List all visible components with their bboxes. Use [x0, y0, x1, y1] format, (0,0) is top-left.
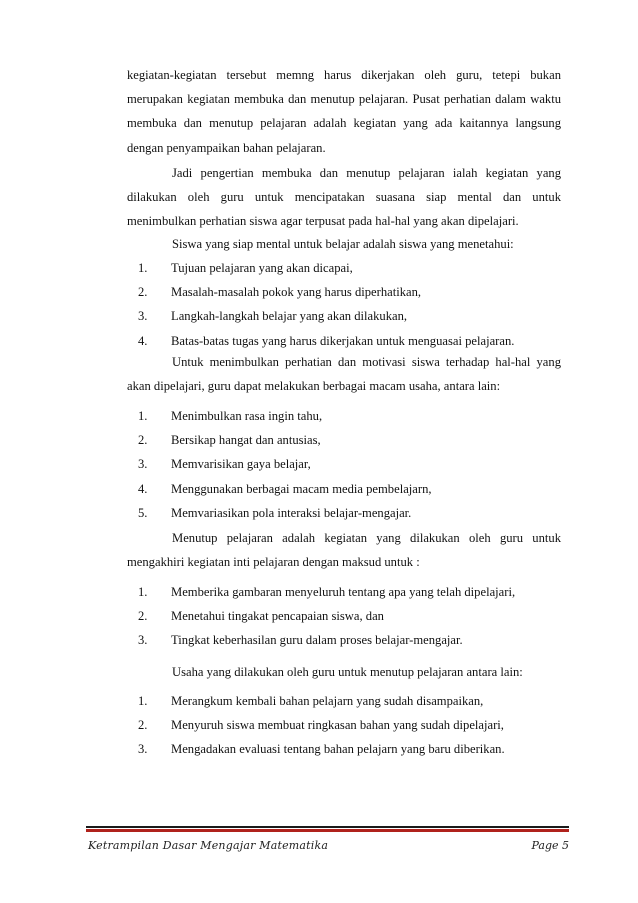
list-number: 1.	[138, 409, 148, 423]
list-item	[127, 256, 567, 280]
list-text: Tujuan pelajaran yang akan dicapai,	[171, 261, 353, 275]
footer-page-number: Page 5	[531, 839, 569, 852]
list-item	[127, 713, 567, 737]
list-item	[127, 477, 567, 501]
list-text: Menetahui tingakat pencapaian siswa, dan	[171, 609, 384, 624]
list-text: Menyuruh siswa membuat ringkasan bahan yang sudah dipelajari,	[171, 718, 504, 733]
list-number: 1.	[138, 694, 148, 708]
list-text: Menimbulkan rasa ingin tahu,	[171, 409, 323, 423]
paragraph-definition-text: Jadi pengertian membuka dan menutup pelajaran ialah kegiatan yang dilakukan oleh guru untuk mencipatakan suasana siap mental dan untuk menimbulkan perhatian siswa agar terpusat pada hal-hal yang akan dipelajari.	[127, 166, 561, 229]
list-text: Batas-batas tugas yang harus dikerjakan untuk menguasai pelajaran.	[171, 333, 515, 348]
list-closing-purposes	[127, 580, 567, 653]
list-item	[127, 404, 567, 428]
list-item	[127, 737, 567, 761]
list-text: Tingkat keberhasilan guru dalam proses belajar-mengajar.	[171, 633, 463, 648]
list-number: 5.	[138, 505, 148, 520]
footer-divider	[86, 826, 569, 828]
paragraph-closing-text: Menutup pelajaran adalah kegiatan yang dilakukan oleh guru untuk mengakhiri kegiatan inti pelajaran dengan maksud untuk :	[127, 531, 561, 570]
list-item	[127, 452, 567, 476]
paragraph-closing	[127, 526, 561, 574]
paragraph-motivation-text: Untuk menimbulkan perhatian dan motivasi siswa terhadap hal-hal yang akan dipelajari, guru dapat melakukan berbagai macam usaha, antara lain:	[127, 355, 561, 394]
paragraph-intro: kegiatan-kegiatan tersebut memng harus dikerjakan oleh guru, tetepi bukan merupakan kegiatan membuka dan menutup pelajaran. Pusat perhatian dalam waktu membuka dan menutup pelajaran adalah kegiatan yang ada kaitannya langsung dengan penyampaikan bahan pelajaran.	[127, 68, 561, 155]
list-text: Merangkum kembali bahan pelajarn yang sudah disampaikan,	[171, 694, 484, 708]
paragraph-ready-students	[127, 232, 561, 256]
list-item	[127, 501, 567, 525]
list-text: Memberika gambaran menyeluruh tentang apa yang telah dipelajari,	[171, 585, 516, 599]
list-number: 2.	[138, 609, 148, 624]
footer-document-title: Ketrampilan Dasar Mengajar Matematika	[88, 839, 329, 852]
list-item	[127, 280, 567, 304]
paragraph-closing-efforts-text: Usaha yang dilakukan oleh guru untuk menutup pelajaran antara lain:	[172, 665, 523, 679]
list-item	[127, 428, 567, 452]
list-item	[127, 689, 567, 713]
list-text: Mengadakan evaluasi tentang bahan pelajarn yang baru diberikan.	[171, 742, 505, 757]
list-number: 3.	[138, 742, 148, 757]
list-number: 1.	[138, 585, 148, 599]
list-number: 4.	[138, 333, 148, 348]
footer-divider-accent	[86, 829, 569, 832]
list-number: 3.	[138, 309, 148, 324]
list-motivation-efforts	[127, 404, 567, 525]
list-text: Menggunakan berbagai macam media pembelajarn,	[171, 481, 432, 496]
paragraph-ready-students-text: Siswa yang siap mental untuk belajar adalah siswa yang menetahui:	[172, 237, 514, 251]
list-number: 2.	[138, 285, 148, 300]
paragraph-closing-efforts	[127, 660, 561, 684]
list-number: 4.	[138, 481, 148, 496]
list-number: 2.	[138, 433, 148, 448]
list-text: Memvarisikan gaya belajar,	[171, 457, 311, 472]
list-student-knowledge	[127, 256, 567, 353]
list-item	[127, 304, 567, 328]
list-number: 3.	[138, 457, 148, 472]
list-item	[127, 604, 567, 628]
list-closing-efforts	[127, 689, 567, 762]
list-item	[127, 580, 567, 604]
paragraph-motivation	[127, 350, 561, 398]
paragraph-definition	[127, 161, 561, 234]
list-number: 1.	[138, 261, 148, 275]
list-text: Memvariasikan pola interaksi belajar-mengajar.	[171, 505, 412, 520]
list-number: 2.	[138, 718, 148, 733]
list-item	[127, 628, 567, 652]
list-number: 3.	[138, 633, 148, 648]
list-text: Langkah-langkah belajar yang akan dilakukan,	[171, 309, 408, 324]
list-text: Masalah-masalah pokok yang harus diperhatikan,	[171, 285, 422, 300]
list-text: Bersikap hangat dan antusias,	[171, 433, 321, 448]
